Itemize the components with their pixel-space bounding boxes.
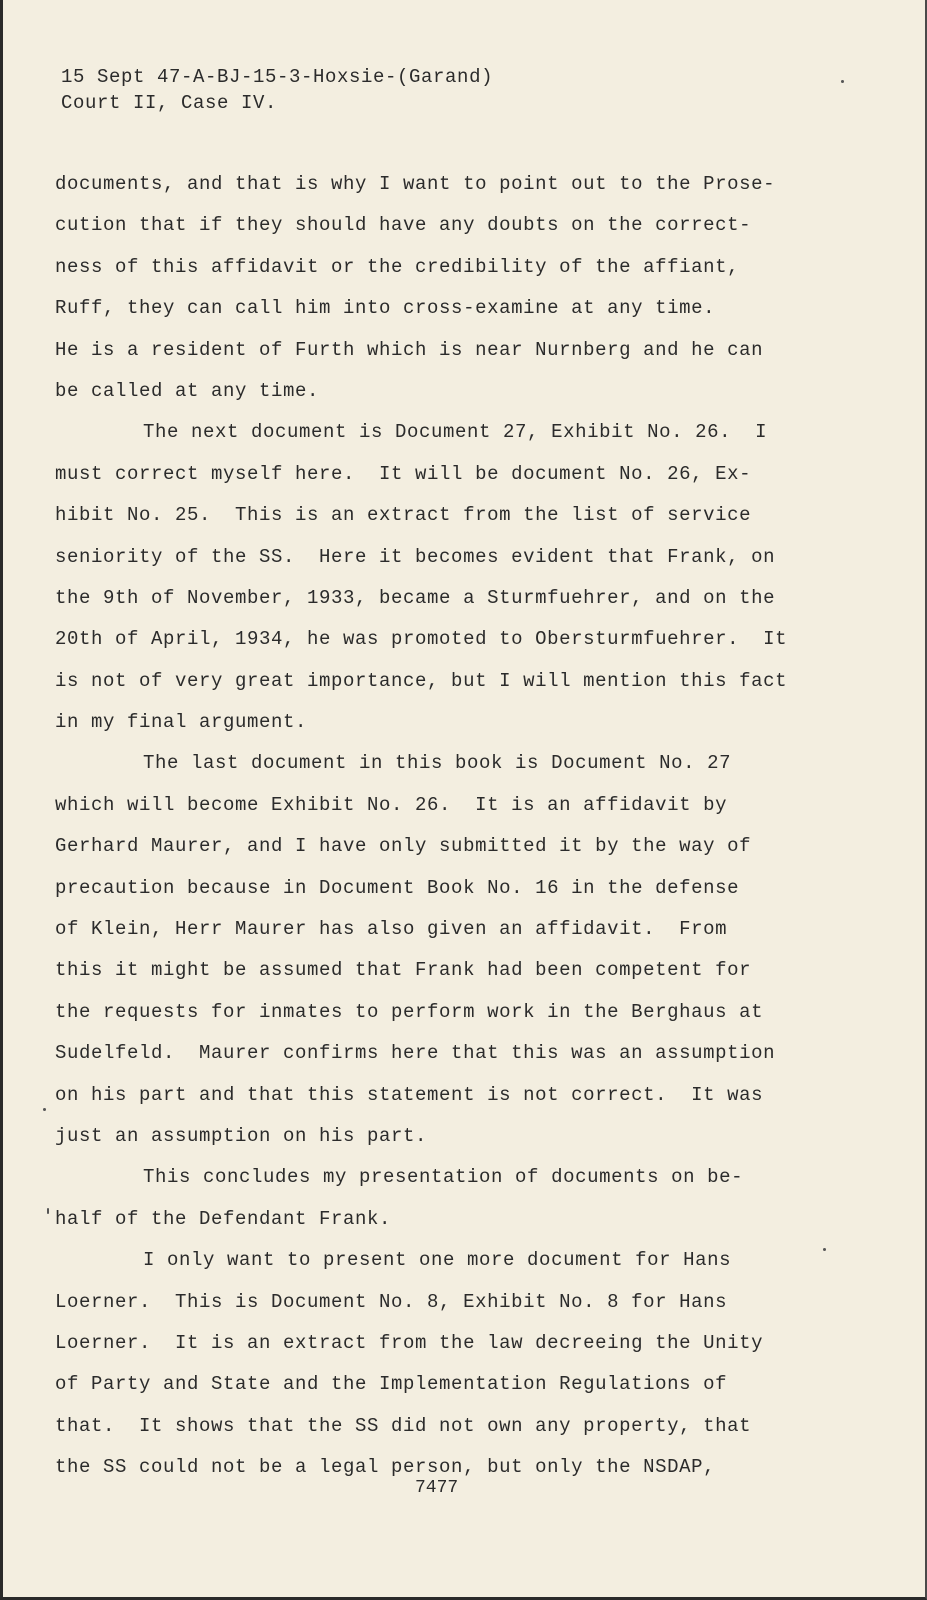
text-line: cution that if they should have any doubts on the correct- (55, 214, 752, 237)
paper-speck (47, 1208, 49, 1214)
text-line: of Klein, Herr Maurer has also given an affidavit. From (55, 918, 728, 941)
header-reference-line: 15 Sept 47-A-BJ-15-3-Hoxsie-(Garand) (61, 66, 494, 88)
paragraph-start-line: I only want to present one more document for Hans (143, 1249, 732, 1272)
paragraph-start-line: The last document in this book is Document No. 27 (143, 752, 732, 775)
paper-speck (823, 1248, 826, 1251)
text-line: 20th of April, 1934, he was promoted to Obersturmfuehrer. It (55, 628, 788, 651)
text-line: the requests for inmates to perform work in the Berghaus at (55, 1000, 764, 1023)
text-line: Gerhard Maurer, and I have only submitted it by the way of (55, 835, 752, 858)
text-line: Ruff, they can call him into cross-examine at any time. (55, 297, 716, 320)
text-line: on his part and that this statement is not correct. It was (55, 1083, 764, 1106)
text-line: of Party and State and the Implementation Regulations of (55, 1373, 728, 1396)
text-line: ness of this affidavit or the credibility of the affiant, (55, 255, 740, 278)
text-line: which will become Exhibit No. 26. It is an affidavit by (55, 793, 728, 816)
transcript-body (55, 164, 815, 1489)
text-line: half of the Defendant Frank. (55, 1207, 392, 1230)
text-line: Loerner. This is Document No. 8, Exhibit No. 8 for Hans (55, 1290, 728, 1313)
text-line: must correct myself here. It will be document No. 26, Ex- (55, 462, 752, 485)
text-line: just an assumption on his part. (55, 1124, 428, 1147)
text-line: documents, and that is why I want to point out to the Prose- (55, 173, 776, 195)
text-line: precaution because in Document Book No. 16 in the defense (55, 876, 740, 899)
header-court-line: Court II, Case IV. (61, 92, 278, 114)
paragraph-start-line: This concludes my presentation of documents on be- (143, 1166, 744, 1189)
paper-speck (43, 1108, 46, 1111)
text-line: in my final argument. (55, 711, 308, 734)
paragraph-start-line: The next document is Document 27, Exhibit No. 26. I (143, 421, 768, 444)
page-number: 7477 (415, 1478, 459, 1498)
text-line: this it might be assumed that Frank had been competent for (55, 959, 752, 982)
text-line: the SS could not be a legal person, but only the NSDAP, (55, 1456, 716, 1479)
text-line: the 9th of November, 1933, became a Sturmfuehrer, and on the (55, 586, 776, 609)
text-line: that. It shows that the SS did not own any property, that (55, 1414, 752, 1437)
text-line: hibit No. 25. This is an extract from the list of service (55, 504, 752, 527)
text-line: Loerner. It is an extract from the law decreeing the Unity (55, 1331, 764, 1354)
text-line: He is a resident of Furth which is near Nurnberg and he can (55, 338, 764, 361)
text-line: Sudelfeld. Maurer confirms here that this was an assumption (55, 1042, 776, 1065)
text-line: be called at any time. (55, 379, 320, 402)
paper-speck (841, 80, 844, 83)
text-line: is not of very great importance, but I will mention this fact (55, 669, 788, 692)
text-line: seniority of the SS. Here it becomes evident that Frank, on (55, 545, 776, 568)
page-header (61, 64, 493, 116)
